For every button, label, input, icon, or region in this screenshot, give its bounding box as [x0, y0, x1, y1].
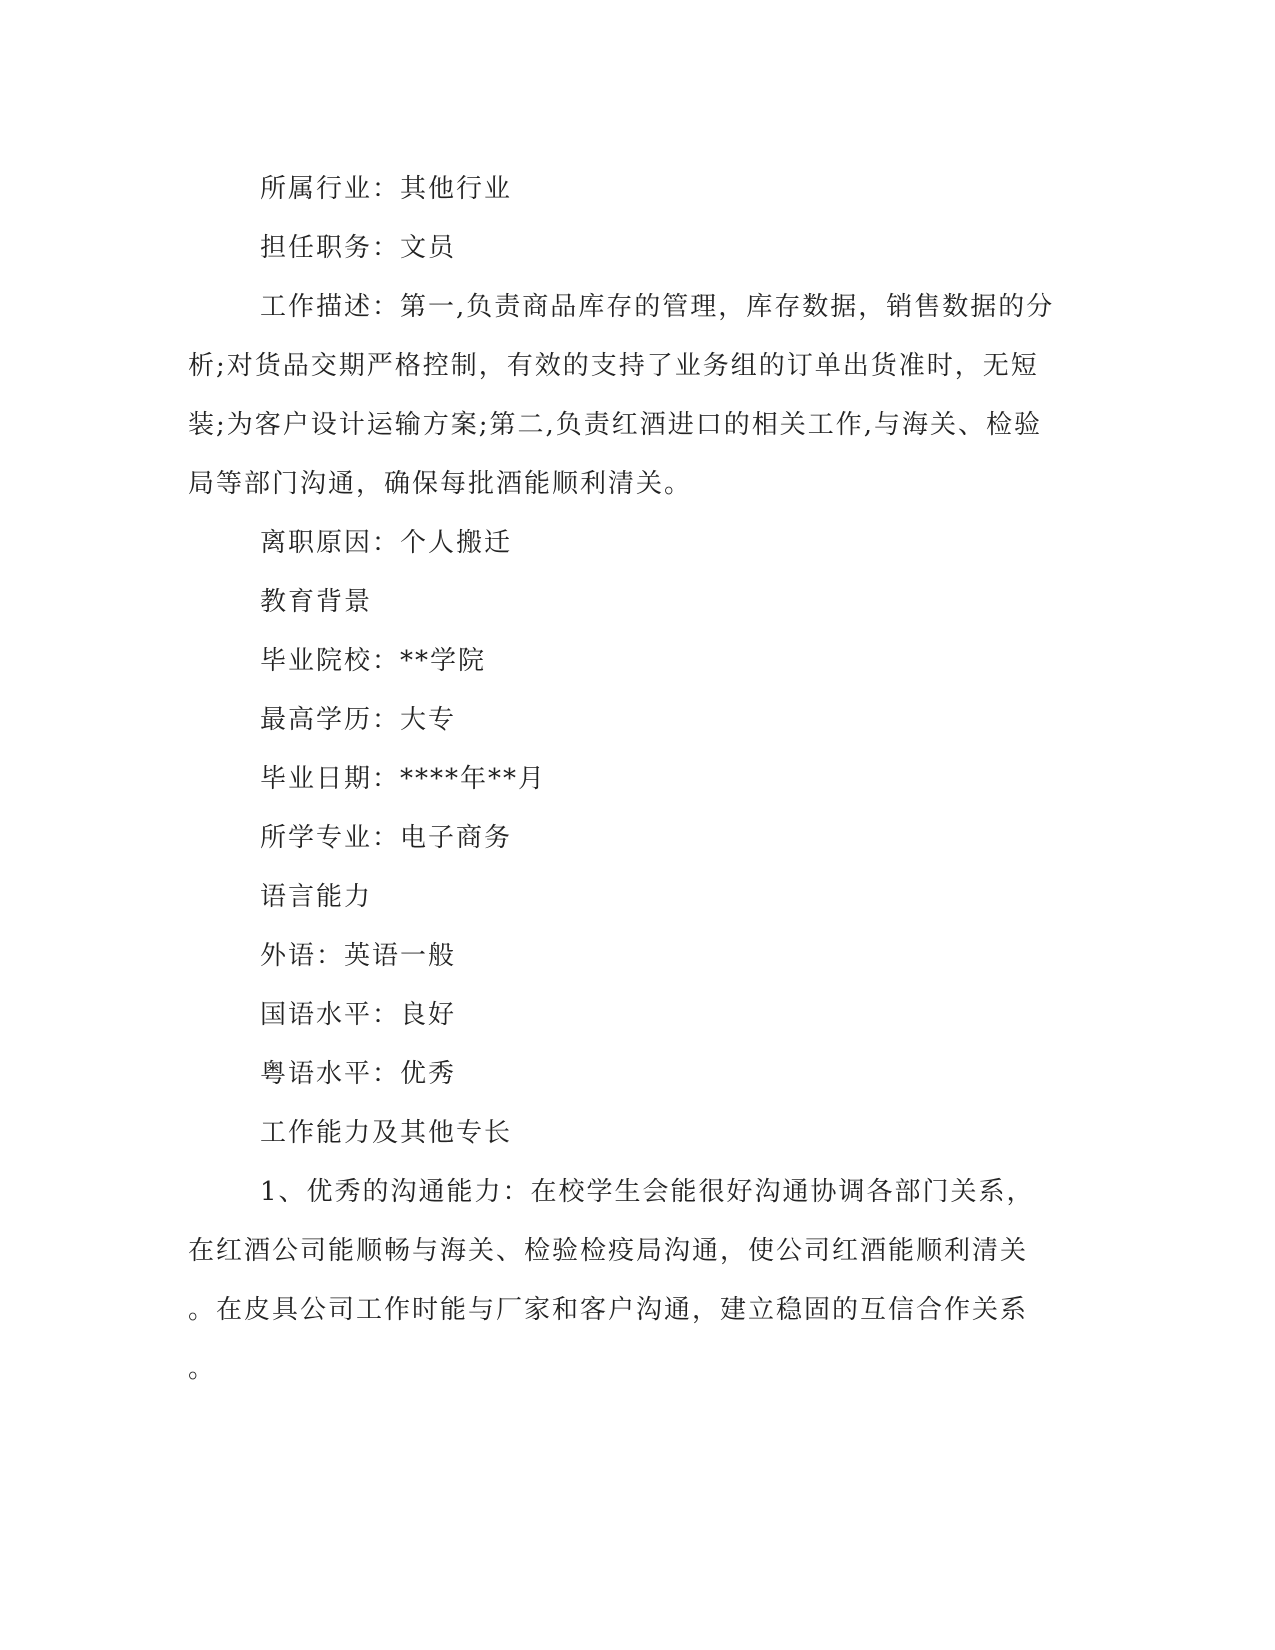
skill-communication-line-3: 。在皮具公司工作时能与厂家和客户沟通，建立稳固的互信合作关系 — [188, 1295, 1029, 1325]
skill-communication-line-1: 1、优秀的沟通能力：在校学生会能很好沟通协调各部门关系， — [260, 1177, 1035, 1207]
field-position: 担任职务：文员 — [260, 233, 457, 263]
field-graduation-date: 毕业日期：****年**月 — [260, 764, 547, 794]
field-school: 毕业院校：**学院 — [260, 646, 487, 676]
job-description-line-1: 工作描述：第一,负责商品库存的管理，库存数据，销售数据的分 — [260, 292, 1055, 322]
section-heading-language: 语言能力 — [260, 882, 373, 912]
job-description-line-4: 局等部门沟通，确保每批酒能顺利清关。 — [188, 469, 693, 499]
field-industry: 所属行业：其他行业 — [260, 174, 513, 204]
section-heading-education: 教育背景 — [260, 587, 373, 617]
field-major: 所学专业：电子商务 — [260, 823, 513, 853]
section-heading-skills: 工作能力及其他专长 — [260, 1118, 513, 1148]
field-leave-reason: 离职原因：个人搬迁 — [260, 528, 513, 558]
document-body — [188, 160, 1078, 1399]
field-mandarin-level: 国语水平：良好 — [260, 1000, 457, 1030]
job-description-line-2: 析;对货品交期严格控制，有效的支持了业务组的订单出货准时，无短 — [188, 351, 1039, 381]
skill-communication-line-2: 在红酒公司能顺畅与海关、检验检疫局沟通，使公司红酒能顺利清关 — [188, 1236, 1029, 1266]
field-foreign-language: 外语：英语一般 — [260, 941, 457, 971]
field-cantonese-level: 粤语水平：优秀 — [260, 1059, 457, 1089]
field-highest-degree: 最高学历：大专 — [260, 705, 457, 735]
job-description-line-3: 装;为客户设计运输方案;第二,负责红酒进口的相关工作,与海关、检验 — [188, 410, 1043, 440]
skill-communication-line-4: 。 — [188, 1354, 217, 1384]
